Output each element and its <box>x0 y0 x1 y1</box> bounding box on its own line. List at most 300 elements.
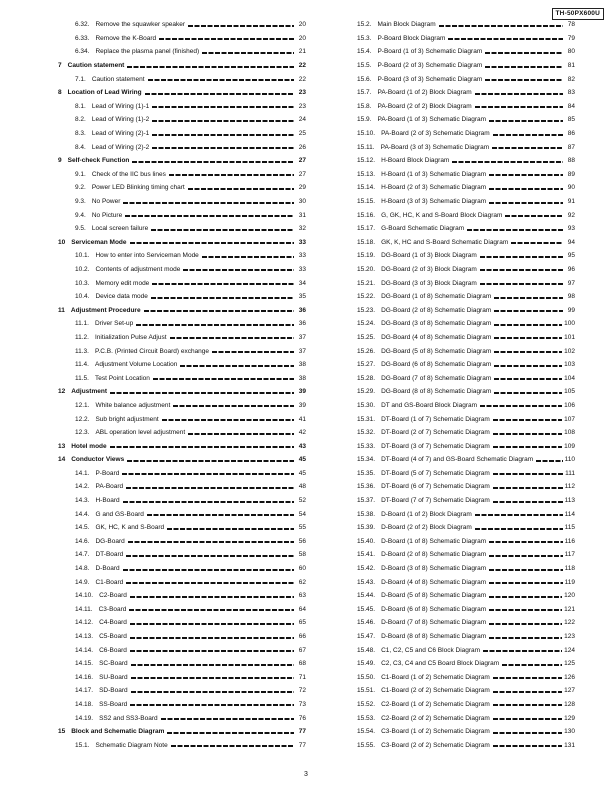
toc-entry[interactable] <box>340 290 575 304</box>
toc-entry-number: 11.5. <box>75 374 89 382</box>
toc-leader-dashes <box>494 392 562 394</box>
toc-entry-label <box>58 592 130 599</box>
toc-entry[interactable] <box>58 535 306 549</box>
toc-leader-dashes <box>126 555 294 557</box>
toc-entry-title: P-Board (1 of 3) Schematic Diagram <box>377 48 483 56</box>
toc-leader-dashes <box>493 473 563 475</box>
toc-entry-title: DT-Board (1 of 7) Schematic Diagram <box>381 415 490 423</box>
toc-entry[interactable] <box>58 725 306 739</box>
toc-entry-page: 127 <box>564 687 575 695</box>
toc-entry-number: 15.34. <box>357 456 376 464</box>
toc-entry-number: 14.1. <box>75 469 90 477</box>
toc-entry[interactable] <box>58 168 306 182</box>
toc-entry[interactable] <box>340 236 575 250</box>
toc-entry-number: 14.11. <box>75 605 93 613</box>
toc-entry-label <box>340 551 489 558</box>
toc-leader-dashes <box>467 229 563 231</box>
toc-entry[interactable] <box>58 154 306 168</box>
toc-entry[interactable] <box>340 222 575 236</box>
toc-entry-label <box>58 429 188 436</box>
toc-entry[interactable] <box>58 72 306 86</box>
toc-entry[interactable] <box>340 154 575 168</box>
toc-entry-title: P.C.B. (Printed Circuit Board) exchange <box>94 347 210 355</box>
toc-entry-title: Adjustment Procedure <box>70 306 141 314</box>
toc-entry[interactable] <box>340 303 575 317</box>
toc-entry-page: 66 <box>298 633 306 641</box>
toc-leader-dashes <box>494 324 562 326</box>
toc-entry[interactable] <box>340 358 575 372</box>
toc-entry-title: DG-Board (6 of 8) Schematic Diagram <box>381 361 492 369</box>
toc-entry[interactable] <box>58 738 306 752</box>
toc-entry-page: 130 <box>564 728 575 736</box>
toc-leader-dashes <box>183 269 294 271</box>
toc-entry-label <box>340 320 494 327</box>
toc-entry-number: 11.1. <box>75 320 89 328</box>
toc-entry[interactable] <box>58 521 306 535</box>
toc-entry-title: C2, C3, C4 and C5 Board Block Diagram <box>381 660 500 668</box>
toc-entry-number: 6.33. <box>75 34 90 42</box>
toc-entry[interactable] <box>340 331 575 345</box>
toc-leader-dashes <box>485 52 563 54</box>
toc-entry[interactable] <box>340 412 575 426</box>
toc-entry[interactable] <box>340 698 575 712</box>
toc-entry[interactable] <box>340 480 575 494</box>
toc-entry-number: 14.2. <box>75 483 90 491</box>
toc-entry[interactable] <box>58 698 306 712</box>
toc-entry-number: 15.33. <box>357 442 376 450</box>
toc-entry-number: 15.49. <box>357 660 376 668</box>
toc-entry-page: 109 <box>564 442 575 450</box>
toc-entry-title: Conductor Views <box>71 456 125 464</box>
toc-leader-dashes <box>485 79 563 81</box>
toc-entry[interactable] <box>340 113 575 127</box>
toc-leader-dashes <box>480 283 563 285</box>
toc-entry[interactable] <box>58 236 306 250</box>
toc-entry-title: DG-Board (5 of 8) Schematic Diagram <box>381 347 492 355</box>
toc-leader-dashes <box>480 405 562 407</box>
toc-entry-label <box>340 742 493 749</box>
toc-entry-label <box>58 348 212 355</box>
toc-entry[interactable] <box>340 140 575 154</box>
toc-entry[interactable] <box>58 276 306 290</box>
toc-entry[interactable] <box>340 725 575 739</box>
toc-entry-number: 14.7. <box>75 551 90 559</box>
toc-entry-page: 67 <box>298 646 306 654</box>
toc-entry[interactable] <box>340 494 575 508</box>
toc-entry-page: 121 <box>564 605 575 613</box>
toc-entry-label <box>340 293 494 300</box>
toc-entry[interactable] <box>340 276 575 290</box>
toc-entry[interactable] <box>340 100 575 114</box>
toc-entry[interactable] <box>340 467 575 481</box>
toc-entry-number: 15.25. <box>357 333 376 341</box>
toc-entry-title: H-Board Block Diagram <box>381 157 450 165</box>
toc-entry[interactable] <box>58 616 306 630</box>
toc-entry-page: 88 <box>567 157 575 165</box>
toc-entry-title: SS-Board <box>99 700 128 708</box>
toc-entry[interactable] <box>58 630 306 644</box>
toc-entry[interactable] <box>58 671 306 685</box>
toc-entry-label <box>58 565 123 572</box>
toc-entry[interactable] <box>58 439 306 453</box>
toc-entry-title: C2-Board (2 of 2) Schematic Diagram <box>381 714 490 722</box>
toc-entry[interactable] <box>340 317 575 331</box>
toc-entry[interactable] <box>58 317 306 331</box>
toc-entry[interactable] <box>58 86 306 100</box>
toc-entry-number: 15.3. <box>357 34 372 42</box>
toc-entry[interactable] <box>340 195 575 209</box>
toc-entry-page: 21 <box>298 48 306 56</box>
toc-entry-title: H-Board (3 of 3) Schematic Diagram <box>381 198 487 206</box>
toc-entry-number: 6.32. <box>75 21 90 29</box>
toc-entry[interactable] <box>340 548 575 562</box>
toc-entry[interactable] <box>340 562 575 576</box>
toc-leader-dashes <box>489 609 562 611</box>
toc-leader-dashes <box>132 161 294 163</box>
toc-entry[interactable] <box>340 630 575 644</box>
toc-entry-page: 63 <box>298 592 306 600</box>
toc-entry-label <box>58 280 152 287</box>
toc-entry[interactable] <box>340 439 575 453</box>
toc-entry-page: 79 <box>567 34 575 42</box>
toc-entry[interactable] <box>58 657 306 671</box>
toc-entry[interactable] <box>340 535 575 549</box>
toc-entry[interactable] <box>340 738 575 752</box>
toc-entry-number: 15.10. <box>357 130 376 138</box>
toc-leader-dashes <box>212 351 294 353</box>
toc-entry-title: Local screen failure <box>91 225 149 233</box>
toc-entry[interactable] <box>58 562 306 576</box>
toc-leader-dashes <box>131 691 294 693</box>
toc-entry[interactable] <box>58 249 306 263</box>
toc-leader-dashes <box>502 664 562 666</box>
toc-leader-dashes <box>130 704 294 706</box>
toc-leader-dashes <box>493 718 562 720</box>
toc-leader-dashes <box>159 38 294 40</box>
toc-leader-dashes <box>489 120 563 122</box>
toc-leader-dashes <box>171 745 294 747</box>
toc-entry-page: 95 <box>567 252 575 260</box>
toc-leader-dashes <box>493 501 563 503</box>
toc-leader-dashes <box>129 609 294 611</box>
toc-entry-title: Memory edit mode <box>95 279 150 287</box>
toc-entry-number: 15.42. <box>357 565 376 573</box>
toc-entry-number: 15.4. <box>357 48 372 56</box>
toc-entry[interactable] <box>58 575 306 589</box>
toc-entry[interactable] <box>340 643 575 657</box>
toc-entry-page: 107 <box>564 415 575 423</box>
toc-entry[interactable] <box>340 453 575 467</box>
toc-entry[interactable] <box>340 507 575 521</box>
toc-leader-dashes <box>494 310 563 312</box>
toc-entry[interactable] <box>340 45 575 59</box>
toc-entry[interactable] <box>340 426 575 440</box>
toc-entry-page: 32 <box>298 225 306 233</box>
toc-entry[interactable] <box>340 18 575 32</box>
toc-entry[interactable] <box>58 711 306 725</box>
toc-entry-label <box>340 728 493 735</box>
toc-entry-title: DT-Board (6 of 7) Schematic Diagram <box>381 483 490 491</box>
toc-entry-page: 30 <box>298 198 306 206</box>
toc-entry-page: 20 <box>298 34 306 42</box>
toc-entry-number: 15.27. <box>357 361 376 369</box>
toc-entry-page: 78 <box>567 21 575 29</box>
toc-leader-dashes <box>152 147 294 149</box>
toc-entry[interactable] <box>340 399 575 413</box>
toc-leader-dashes <box>485 66 563 68</box>
toc-entry-title: DG-Board (1 of 8) Schematic Diagram <box>381 293 492 301</box>
toc-entry[interactable] <box>340 72 575 86</box>
toc-entry-title: PA-Board <box>95 483 124 491</box>
toc-entry[interactable] <box>58 507 306 521</box>
toc-entry-number: 15 <box>58 728 66 736</box>
toc-entry-title: P-Board <box>95 469 120 477</box>
toc-entry[interactable] <box>340 168 575 182</box>
toc-entry-label <box>58 742 171 749</box>
toc-entry-label <box>58 252 202 259</box>
toc-entry-page: 81 <box>567 62 575 70</box>
toc-entry-number: 15.40. <box>357 537 376 545</box>
toc-entry[interactable] <box>340 371 575 385</box>
toc-leader-dashes <box>536 460 562 462</box>
toc-entry[interactable] <box>58 467 306 481</box>
toc-leader-dashes <box>494 351 562 353</box>
toc-entry-label <box>58 456 127 463</box>
toc-entry-page: 101 <box>564 333 575 341</box>
toc-leader-dashes <box>489 188 563 190</box>
toc-entry-label <box>58 144 152 151</box>
toc-entry-page: 98 <box>567 293 575 301</box>
toc-leader-dashes <box>493 446 562 448</box>
toc-leader-dashes <box>151 229 294 231</box>
toc-entry-number: 15.32. <box>357 429 376 437</box>
toc-entry-label <box>340 497 493 504</box>
toc-entry[interactable] <box>340 684 575 698</box>
toc-leader-dashes <box>494 378 562 380</box>
toc-entry-page: 22 <box>298 62 306 70</box>
toc-entry-number: 15.36. <box>357 483 376 491</box>
toc-entry-title: D-Board (1 of 8) Schematic Diagram <box>381 537 487 545</box>
toc-entry-label <box>340 307 494 314</box>
toc-entry-label <box>340 647 483 654</box>
toc-entry-title: C5-Board <box>99 633 127 641</box>
toc-leader-dashes <box>188 433 294 435</box>
toc-entry-title: DT-Board (7 of 7) Schematic Diagram <box>381 497 490 505</box>
toc-leader-dashes <box>475 528 563 530</box>
toc-entry-title: DG-Board (2 of 3) Block Diagram <box>381 265 477 273</box>
toc-entry[interactable] <box>58 494 306 508</box>
toc-entry-page: 37 <box>298 333 306 341</box>
toc-leader-dashes <box>173 405 294 407</box>
toc-leader-dashes <box>136 324 294 326</box>
toc-entry-title: G-Board Schematic Diagram <box>381 225 465 233</box>
toc-entry-title: D-Board (5 of 8) Schematic Diagram <box>381 592 487 600</box>
toc-entry-label <box>340 443 493 450</box>
toc-entry[interactable] <box>340 32 575 46</box>
toc-entry[interactable] <box>340 521 575 535</box>
toc-leader-dashes <box>127 460 294 462</box>
toc-entry-label <box>58 375 153 382</box>
toc-entry-page: 54 <box>298 510 306 518</box>
toc-entry[interactable] <box>58 100 306 114</box>
toc-entry-page: 84 <box>567 102 575 110</box>
toc-leader-dashes <box>131 664 294 666</box>
toc-entry[interactable] <box>58 548 306 562</box>
toc-leader-dashes <box>127 66 294 68</box>
toc-leader-dashes <box>122 473 294 475</box>
toc-entry-number: 15.16. <box>357 211 376 219</box>
toc-entry-page: 114 <box>564 510 575 518</box>
toc-entry-number: 14.15. <box>75 660 94 668</box>
toc-entry-number: 15.17. <box>357 225 376 233</box>
toc-entry-page: 90 <box>567 184 575 192</box>
toc-entry-title: DT-Board (5 of 7) Schematic Diagram <box>381 469 490 477</box>
toc-entry-number: 15.30. <box>357 401 376 409</box>
toc-entry[interactable] <box>58 453 306 467</box>
toc-entry[interactable] <box>340 249 575 263</box>
toc-entry[interactable] <box>58 399 306 413</box>
toc-entry[interactable] <box>58 385 306 399</box>
toc-entry[interactable] <box>58 140 306 154</box>
toc-entry[interactable] <box>58 331 306 345</box>
toc-entry[interactable] <box>58 371 306 385</box>
toc-leader-dashes <box>494 365 562 367</box>
toc-entry-number: 9.5. <box>75 225 86 233</box>
toc-entry-label <box>58 307 144 314</box>
toc-entry-number: 7 <box>58 62 62 70</box>
toc-entry[interactable] <box>340 616 575 630</box>
toc-entry[interactable] <box>340 603 575 617</box>
toc-entry-page: 104 <box>564 374 575 382</box>
toc-entry-page: 43 <box>298 442 306 450</box>
toc-entry[interactable] <box>58 59 306 73</box>
toc-leader-dashes <box>493 745 562 747</box>
toc-entry[interactable] <box>58 358 306 372</box>
toc-leader-dashes <box>493 704 562 706</box>
toc-leader-dashes <box>167 528 294 530</box>
toc-entry-label <box>340 144 492 151</box>
toc-entry-label <box>340 348 494 355</box>
toc-entry[interactable] <box>340 711 575 725</box>
toc-leader-dashes <box>493 732 562 734</box>
toc-entry[interactable] <box>340 344 575 358</box>
toc-entry[interactable] <box>58 32 306 46</box>
toc-entry-page: 119 <box>564 578 575 586</box>
toc-entry-title: C3-Board <box>98 605 127 613</box>
toc-entry-title: DG-Board (4 of 8) Schematic Diagram <box>381 333 492 341</box>
toc-leader-dashes <box>167 732 294 734</box>
toc-entry-title: D-Board (6 of 8) Schematic Diagram <box>381 605 487 613</box>
toc-leader-dashes <box>110 392 294 394</box>
toc-entry[interactable] <box>58 195 306 209</box>
toc-entry[interactable] <box>58 181 306 195</box>
toc-entry-page: 102 <box>564 347 575 355</box>
toc-entry-label <box>58 470 122 477</box>
toc-entry[interactable] <box>58 113 306 127</box>
toc-entry-page: 110 <box>564 456 575 464</box>
toc-leader-dashes <box>110 446 294 448</box>
toc-entry-page: 55 <box>298 524 306 532</box>
toc-entry-label <box>340 361 494 368</box>
toc-entry-number: 10.3. <box>75 279 90 287</box>
toc-entry[interactable] <box>340 181 575 195</box>
toc-entry[interactable] <box>340 208 575 222</box>
toc-leader-dashes <box>480 256 563 258</box>
toc-entry[interactable] <box>58 303 306 317</box>
toc-entry[interactable] <box>58 222 306 236</box>
toc-entry-page: 116 <box>564 537 575 545</box>
toc-entry-page: 62 <box>298 578 306 586</box>
toc-entry-page: 35 <box>298 293 306 301</box>
toc-entry[interactable] <box>340 589 575 603</box>
toc-entry-number: 14.14. <box>75 646 94 654</box>
toc-entry[interactable] <box>340 59 575 73</box>
toc-leader-dashes <box>188 188 294 190</box>
toc-entry[interactable] <box>58 603 306 617</box>
toc-entry-page: 112 <box>564 483 575 491</box>
model-number-badge: TH-50PX600U <box>552 8 604 20</box>
toc-entry[interactable] <box>58 18 306 32</box>
toc-leader-dashes <box>202 52 294 54</box>
toc-entry-number: 15.18. <box>357 238 376 246</box>
toc-entry-number: 8.2. <box>75 116 86 124</box>
toc-entry[interactable] <box>58 45 306 59</box>
toc-entry-number: 15.51. <box>357 687 376 695</box>
toc-entry-page: 33 <box>298 238 306 246</box>
toc-entry[interactable] <box>340 671 575 685</box>
toc-entry[interactable] <box>340 86 575 100</box>
toc-entry-number: 15.43. <box>357 578 376 586</box>
toc-entry[interactable] <box>58 684 306 698</box>
toc-entry-number: 15.21. <box>357 279 376 287</box>
toc-entry-page: 115 <box>564 524 575 532</box>
toc-entry[interactable] <box>58 589 306 603</box>
toc-entry-label <box>58 674 131 681</box>
toc-entry[interactable] <box>58 127 306 141</box>
toc-entry[interactable] <box>58 344 306 358</box>
toc-entry[interactable] <box>58 412 306 426</box>
toc-entry[interactable] <box>58 426 306 440</box>
toc-entry[interactable] <box>58 643 306 657</box>
toc-entry-number: 14.8. <box>75 565 90 573</box>
toc-entry[interactable] <box>58 290 306 304</box>
toc-entry[interactable] <box>58 208 306 222</box>
toc-entry[interactable] <box>58 263 306 277</box>
toc-leader-dashes <box>505 215 563 217</box>
toc-entry-label <box>58 225 151 232</box>
toc-entry-number: 15.29. <box>357 388 376 396</box>
toc-entry[interactable] <box>340 263 575 277</box>
toc-entry-title: Caution statement <box>67 62 125 70</box>
toc-leader-dashes <box>130 596 294 598</box>
toc-entry-title: DG-Board (8 of 8) Schematic Diagram <box>381 388 492 396</box>
toc-entry[interactable] <box>58 480 306 494</box>
toc-entry[interactable] <box>340 657 575 671</box>
toc-entry-title: DG-Board (7 of 8) Schematic Diagram <box>381 374 492 382</box>
toc-entry-label <box>340 565 489 572</box>
toc-entry[interactable] <box>340 127 575 141</box>
toc-leader-dashes <box>475 514 563 516</box>
toc-entry-title: DG-Board <box>95 537 125 545</box>
toc-leader-dashes <box>180 365 294 367</box>
toc-entry-number: 15.8. <box>357 102 372 110</box>
toc-entry-number: 6.34. <box>75 48 90 56</box>
toc-entry-page: 113 <box>564 497 575 505</box>
toc-entry-label <box>340 592 489 599</box>
toc-entry-page: 52 <box>298 497 306 505</box>
toc-entry[interactable] <box>340 385 575 399</box>
toc-entry[interactable] <box>340 575 575 589</box>
